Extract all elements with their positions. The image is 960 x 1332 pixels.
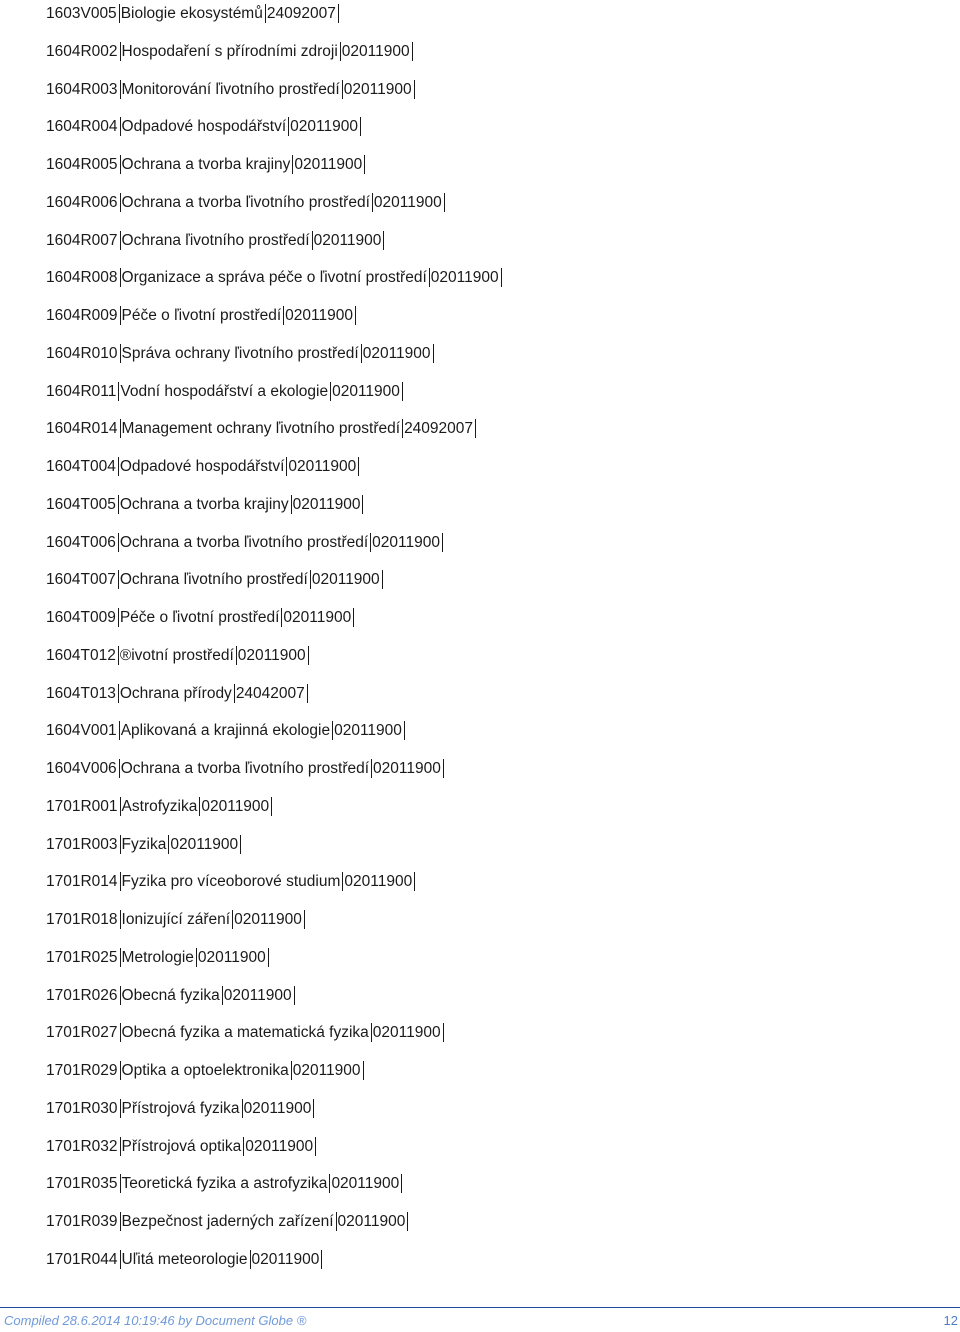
page-number: 12 <box>943 1313 958 1328</box>
record-row <box>46 493 502 531</box>
record-number: 02011900 <box>243 1099 315 1118</box>
record-name: Obecná fyzika a matematická fyzika <box>121 1023 372 1042</box>
record-row <box>46 531 502 569</box>
record-name: Ochrana a tvorba ľivotního prostředí <box>121 193 373 212</box>
record-number: 02011900 <box>244 1137 316 1156</box>
record-code: 1604R003 <box>46 80 121 99</box>
record-row <box>46 719 502 757</box>
record-code: 1604T006 <box>46 533 119 552</box>
record-code: 1604R006 <box>46 193 121 212</box>
record-number: 02011900 <box>371 533 443 552</box>
record-number: 02011900 <box>169 835 241 854</box>
record-number: 02011900 <box>282 608 354 627</box>
record-code: 1604R004 <box>46 117 121 136</box>
record-number: 02011900 <box>372 1023 444 1042</box>
record-code: 1604T009 <box>46 608 119 627</box>
record-code: 1701R003 <box>46 835 121 854</box>
record-name: Správa ochrany ľivotního prostředí <box>121 344 362 363</box>
record-row <box>46 606 502 644</box>
record-number: 24042007 <box>235 684 308 703</box>
record-code: 1604V006 <box>46 759 120 778</box>
record-name: Fyzika <box>121 835 170 854</box>
record-name: Přístrojová optika <box>121 1137 245 1156</box>
record-number: 02011900 <box>337 1212 409 1231</box>
record-code: 1604R010 <box>46 344 121 363</box>
record-row <box>46 78 502 116</box>
record-row <box>46 1135 502 1173</box>
record-row <box>46 1210 502 1248</box>
record-code: 1604T005 <box>46 495 119 514</box>
record-name: Ionizující záření <box>121 910 234 929</box>
record-number: 02011900 <box>251 1250 323 1269</box>
record-name: Ochrana přírody <box>119 684 235 703</box>
record-number: 02011900 <box>330 1174 402 1193</box>
record-name: Bezpečnost jaderných zařízení <box>121 1212 337 1231</box>
record-name: Odpadové hospodářství <box>119 457 288 476</box>
record-number: 02011900 <box>287 457 359 476</box>
record-row <box>46 1021 502 1059</box>
record-number: 02011900 <box>311 570 383 589</box>
record-name: Obecná fyzika <box>121 986 223 1005</box>
record-row <box>46 870 502 908</box>
record-name: Ochrana a tvorba ľivotního prostředí <box>120 759 372 778</box>
record-code: 1604T012 <box>46 646 119 665</box>
record-number: 02011900 <box>341 42 413 61</box>
record-code: 1701R025 <box>46 948 121 967</box>
record-number: 02011900 <box>362 344 434 363</box>
record-number: 02011900 <box>284 306 356 325</box>
record-name: ®ivotní prostředí <box>119 646 237 665</box>
record-name: Monitorování ľivotního prostředí <box>121 80 343 99</box>
record-name: Přístrojová fyzika <box>121 1099 243 1118</box>
record-name: Biologie ekosystémů <box>120 4 266 23</box>
record-code: 1701R027 <box>46 1023 121 1042</box>
record-row <box>46 833 502 871</box>
record-code: 1604R005 <box>46 155 121 174</box>
record-name: Management ochrany ľivotního prostředí <box>121 419 404 438</box>
page-footer <box>0 1307 960 1332</box>
record-row <box>46 644 502 682</box>
record-row <box>46 229 502 267</box>
record-name: Organizace a správa péče o ľivotní prostředí <box>121 268 430 287</box>
record-row <box>46 1097 502 1135</box>
record-row <box>46 417 502 455</box>
record-code: 1604R014 <box>46 419 121 438</box>
record-code: 1604R008 <box>46 268 121 287</box>
record-row <box>46 2 502 40</box>
record-number: 02011900 <box>343 80 415 99</box>
record-number: 02011900 <box>333 721 405 740</box>
record-row <box>46 380 502 418</box>
record-row <box>46 757 502 795</box>
record-code: 1604R011 <box>46 382 119 401</box>
record-code: 1701R035 <box>46 1174 121 1193</box>
record-row <box>46 115 502 153</box>
record-code: 1701R014 <box>46 872 121 891</box>
record-number: 24092007 <box>403 419 476 438</box>
record-code: 1701R029 <box>46 1061 121 1080</box>
record-number: 02011900 <box>343 872 415 891</box>
record-row <box>46 153 502 191</box>
record-name: Vodní hospodářství a ekologie <box>119 382 331 401</box>
record-name: Ochrana ľivotního prostředí <box>119 570 311 589</box>
record-code: 1701R039 <box>46 1212 121 1231</box>
record-list <box>46 2 502 1286</box>
record-number: 02011900 <box>197 948 269 967</box>
record-code: 1701R026 <box>46 986 121 1005</box>
record-code: 1604R009 <box>46 306 121 325</box>
record-name: Teoretická fyzika a astrofyzika <box>121 1174 331 1193</box>
record-row <box>46 191 502 229</box>
record-number: 02011900 <box>373 193 445 212</box>
record-name: Fyzika pro víceoborové studium <box>121 872 344 891</box>
record-row <box>46 682 502 720</box>
record-number: 02011900 <box>223 986 295 1005</box>
record-name: Astrofyzika <box>121 797 201 816</box>
record-row <box>46 1248 502 1286</box>
record-row <box>46 908 502 946</box>
record-code: 1604T004 <box>46 457 119 476</box>
record-row <box>46 40 502 78</box>
record-name: Aplikovaná a krajinná ekologie <box>120 721 333 740</box>
record-row <box>46 1172 502 1210</box>
record-number: 02011900 <box>237 646 309 665</box>
record-code: 1701R018 <box>46 910 121 929</box>
record-number: 24092007 <box>266 4 339 23</box>
record-name: Hospodaření s přírodními zdroji <box>121 42 341 61</box>
record-row <box>46 795 502 833</box>
record-row <box>46 984 502 1022</box>
record-number: 02011900 <box>289 117 361 136</box>
record-code: 1701R044 <box>46 1250 121 1269</box>
record-name: Odpadové hospodářství <box>121 117 290 136</box>
record-name: Ochrana a tvorba krajiny <box>121 155 294 174</box>
record-code: 1604R007 <box>46 231 121 250</box>
record-name: Ochrana ľivotního prostředí <box>121 231 313 250</box>
record-number: 02011900 <box>292 1061 364 1080</box>
record-name: Ochrana a tvorba ľivotního prostředí <box>119 533 371 552</box>
record-row <box>46 304 502 342</box>
record-name: Metrologie <box>121 948 197 967</box>
record-name: Uľitá meteorologie <box>121 1250 251 1269</box>
record-number: 02011900 <box>372 759 444 778</box>
record-row <box>46 568 502 606</box>
record-number: 02011900 <box>293 155 365 174</box>
record-number: 02011900 <box>331 382 403 401</box>
record-code: 1604T007 <box>46 570 119 589</box>
record-row <box>46 266 502 304</box>
record-number: 02011900 <box>430 268 502 287</box>
compiled-note: Compiled 28.6.2014 10:19:46 by Document Globe ® <box>4 1313 307 1328</box>
record-number: 02011900 <box>200 797 272 816</box>
record-code: 1701R030 <box>46 1099 121 1118</box>
record-row <box>46 946 502 984</box>
record-number: 02011900 <box>292 495 364 514</box>
record-code: 1603V005 <box>46 4 120 23</box>
record-row <box>46 455 502 493</box>
record-row <box>46 1059 502 1097</box>
record-name: Ochrana a tvorba krajiny <box>119 495 292 514</box>
record-code: 1701R001 <box>46 797 121 816</box>
record-code: 1701R032 <box>46 1137 121 1156</box>
record-name: Péče o ľivotní prostředí <box>119 608 283 627</box>
record-code: 1604T013 <box>46 684 119 703</box>
record-name: Optika a optoelektronika <box>121 1061 292 1080</box>
record-row <box>46 342 502 380</box>
record-code: 1604V001 <box>46 721 120 740</box>
record-number: 02011900 <box>233 910 305 929</box>
record-code: 1604R002 <box>46 42 121 61</box>
record-number: 02011900 <box>313 231 385 250</box>
record-name: Péče o ľivotní prostředí <box>121 306 285 325</box>
